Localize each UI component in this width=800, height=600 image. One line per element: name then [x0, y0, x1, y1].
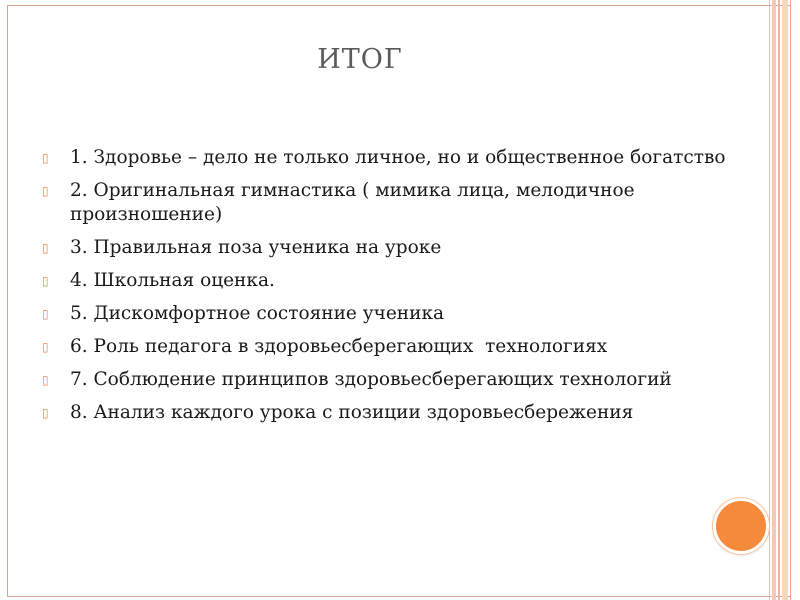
list-item — [42, 302, 732, 326]
bullet-icon: ▯ — [42, 241, 49, 255]
bullet-icon: ▯ — [42, 340, 49, 354]
decorative-stripe — [778, 0, 780, 600]
list-item — [42, 179, 732, 227]
list-item-text: 8. Анализ каждого урока с позиции здоровьесбережения — [70, 402, 634, 423]
list-item — [42, 368, 732, 392]
bullet-icon: ▯ — [42, 151, 49, 165]
list-item — [42, 335, 732, 359]
list-item-text: 6. Роль педагога в здоровьесберегающих технологиях — [70, 336, 608, 357]
list-item — [42, 401, 732, 425]
list-item — [42, 146, 732, 170]
bullet-icon: ▯ — [42, 184, 49, 198]
list-item-text: 2. Оригинальная гимнастика ( мимика лица, мелодичное произношение) — [70, 180, 641, 225]
list-item-text: 7. Соблюдение принципов здоровьесберегающих технологий — [70, 369, 672, 390]
list-item — [42, 236, 732, 260]
bullet-icon: ▯ — [42, 406, 49, 420]
slide-title: ИТОГ — [317, 44, 403, 75]
list-item — [42, 269, 732, 293]
bullet-list — [42, 146, 732, 434]
list-item-text: 4. Школьная оценка. — [70, 270, 275, 291]
decorative-stripe — [769, 0, 770, 600]
decorative-stripe — [782, 0, 788, 600]
bullet-icon: ▯ — [42, 373, 49, 387]
decorative-stripe — [772, 0, 776, 600]
decorative-circle — [713, 498, 769, 554]
decorative-stripe — [790, 0, 791, 600]
bullet-icon: ▯ — [42, 274, 49, 288]
list-item-text: 1. Здоровье – дело не только личное, но и общественное богатство — [70, 147, 726, 168]
bullet-icon: ▯ — [42, 307, 49, 321]
list-item-text: 3. Правильная поза ученика на уроке — [70, 237, 442, 258]
list-item-text: 5. Дискомфортное состояние ученика — [70, 303, 445, 324]
